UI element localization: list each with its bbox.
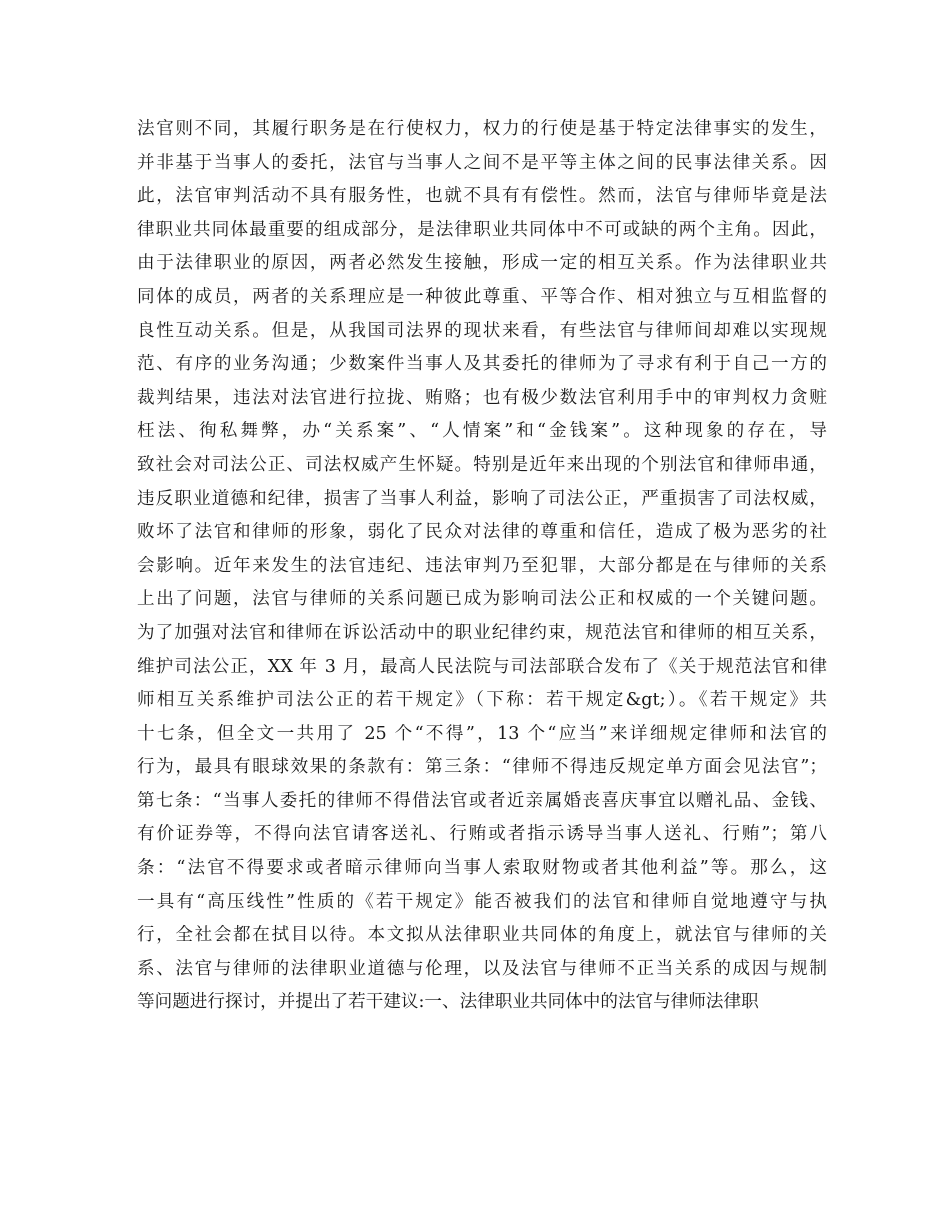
text-line: 此，法官审判活动不具有服务性，也就不具有有偿性。然而，法官与律师毕竟是法 <box>137 186 827 207</box>
text-line: 良性互动关系。但是，从我国司法界的现状来看，有些法官与律师间却难以实现规 <box>137 320 827 341</box>
text-line: 裁判结果，违法对法官进行拉拢、贿赂；也有极少数法官利用手中的审判权力贪赃 <box>137 387 827 408</box>
text-line: 致社会对司法公正、司法权威产生怀疑。特别是近年来出现的个别法官和律师串通， <box>137 454 827 475</box>
text-line: 会影响。近年来发生的法官违纪、违法审判乃至犯罪，大部分都是在与律师的关系 <box>137 555 827 576</box>
text-line: 法官则不同，其履行职务是在行使权力，权力的行使是基于特定法律事实的发生， <box>137 119 827 139</box>
text-line: 维护司法公正，XX 年 3 月，最高人民法院与司法部联合发布了《关于规范法官和律 <box>137 656 827 677</box>
text-line: 师相互关系维护司法公正的若干规定》（下称：若干规定&gt;）。《若干规定》共 <box>137 690 827 711</box>
text-line: 由于法律职业的原因，两者必然发生接触，形成一定的相互关系。作为法律职业共 <box>137 253 827 274</box>
text-line: 系、法官与律师的法律职业道德与伦理，以及法官与律师不正当关系的成因与规制 <box>137 958 827 979</box>
text-line: 行为，最具有眼球效果的条款有：第三条：“律师不得违反规定单方面会见法官”； <box>137 757 827 778</box>
text-line: 等问题进行探讨，并提出了若干建议:一、法律职业共同体中的法官与律师法律职 <box>137 992 759 1013</box>
body-text <box>137 113 827 1020</box>
text-line: 同体的成员，两者的关系理应是一种彼此尊重、平等合作、相对独立与互相监督的 <box>137 286 827 307</box>
text-line: 有价证券等，不得向法官请客送礼、行贿或者指示诱导当事人送礼、行贿”；第八 <box>137 824 827 845</box>
text-line: 为了加强对法官和律师在诉讼活动中的职业纪律约束，规范法官和律师的相互关系， <box>137 622 827 643</box>
text-line: 第七条：“当事人委托的律师不得借法官或者近亲属婚丧喜庆事宜以赠礼品、金钱、 <box>137 790 827 811</box>
text-line: 违反职业道德和纪律，损害了当事人利益，影响了司法公正，严重损害了司法权威， <box>137 488 827 509</box>
text-line: 一具有“高压线性”性质的《若干规定》能否被我们的法官和律师自觉地遵守与执 <box>137 891 827 912</box>
text-line: 律职业共同体最重要的组成部分，是法律职业共同体中不可或缺的两个主角。因此， <box>137 219 827 240</box>
text-line: 枉法、徇私舞弊，办“关系案”、“人情案”和“金钱案”。这种现象的存在，导 <box>137 421 827 442</box>
text-line: 败坏了法官和律师的形象，弱化了民众对法律的尊重和信任，造成了极为恶劣的社 <box>137 522 827 543</box>
text-line: 上出了问题，法官与律师的关系问题已成为影响司法公正和权威的一个关键问题。 <box>137 589 827 610</box>
text-line: 并非基于当事人的委托，法官与当事人之间不是平等主体之间的民事法律关系。因 <box>137 152 827 173</box>
text-line: 行，全社会都在拭目以待。本文拟从法律职业共同体的角度上，就法官与律师的关 <box>137 925 827 946</box>
text-line: 条：“法官不得要求或者暗示律师向当事人索取财物或者其他利益”等。那么，这 <box>137 858 827 879</box>
text-line: 范、有序的业务沟通；少数案件当事人及其委托的律师为了寻求有利于自己一方的 <box>137 354 827 375</box>
text-line: 十七条，但全文一共用了 25 个“不得”，13 个“应当”来详细规定律师和法官的 <box>137 723 827 744</box>
